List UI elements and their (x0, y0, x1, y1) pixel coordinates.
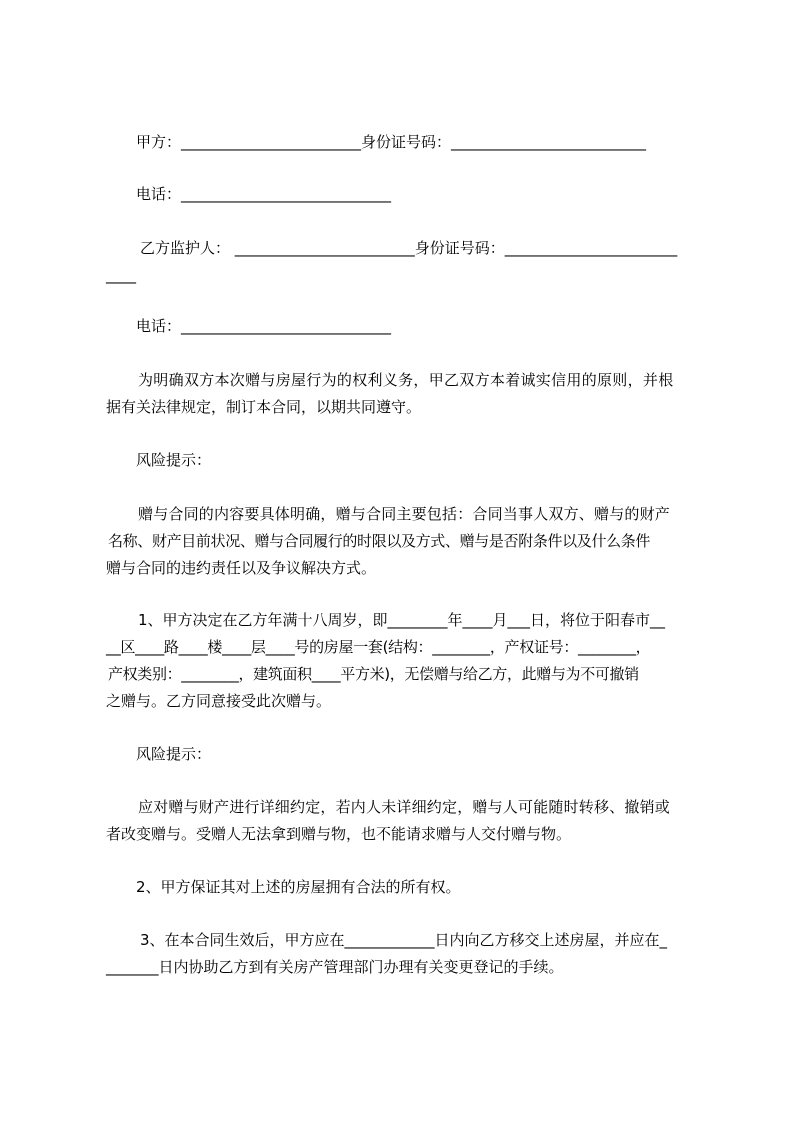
risk-heading-1: 风险提示： (136, 451, 212, 469)
clause-1-line-1: 1、甲方决定在乙方年满十八周岁，即________年____月___日，将位于阳春市__ (138, 611, 666, 629)
risk-heading-2: 风险提示： (136, 745, 212, 763)
party-b-guardian-line-cont: ____ (106, 266, 136, 284)
party-a-line: 甲方：________________________身份证号码：__________________________ (136, 133, 647, 151)
party-b-guardian-line: 乙方监护人： ________________________身份证号码：_______________________ (140, 239, 678, 257)
risk-1-line-3: 赠与合同的违约责任以及争议解决方式。 (106, 559, 377, 577)
guardian-phone-line: 电话：____________________________ (136, 317, 392, 335)
clause-3-line-2: _______日内协助乙方到有关房产管理部门办理有关变更登记的手续。 (106, 958, 564, 976)
clause-1-line-4: 之赠与。乙方同意接受此次赠与。 (106, 692, 332, 710)
risk-2-line-1: 应对赠与财产进行详细约定，若内人未详细约定，赠与人可能随时转移、撤销或 (138, 798, 671, 816)
clause-1-line-2: __区____路____楼____层____号的房屋一套(结构：________，产权证号：________， (106, 638, 651, 656)
risk-2-line-2: 者改变赠与。受赠人无法拿到赠与物，也不能请求赠与人交付赠与物。 (106, 825, 572, 843)
clause-2-line: 2、甲方保证其对上述的房屋拥有合法的所有权。 (136, 878, 461, 896)
clause-1-line-3: 产权类别：________，建筑面积____平方米)，无偿赠与给乙方，此赠与为不可撤销 (108, 665, 639, 683)
risk-1-line-2: 名称、财产目前状况、赠与合同履行的时限以及方式、赠与是否附条件以及什么条件 (108, 532, 651, 550)
party-a-phone-line: 电话：____________________________ (136, 185, 392, 203)
preamble-line-2: 据有关法律规定，制订本合同，以期共同遵守。 (106, 398, 422, 416)
preamble-line-1: 为明确双方本次赠与房屋行为的权利义务，甲乙双方本着诚实信用的原则，并根 (138, 371, 674, 389)
risk-1-line-1: 赠与合同的内容要具体明确，赠与合同主要包括：合同当事人双方、赠与的财产 (138, 505, 671, 523)
clause-3-line-1: 3、在本合同生效后，甲方应在____________日内向乙方移交上述房屋，并应在_ (140, 931, 668, 949)
